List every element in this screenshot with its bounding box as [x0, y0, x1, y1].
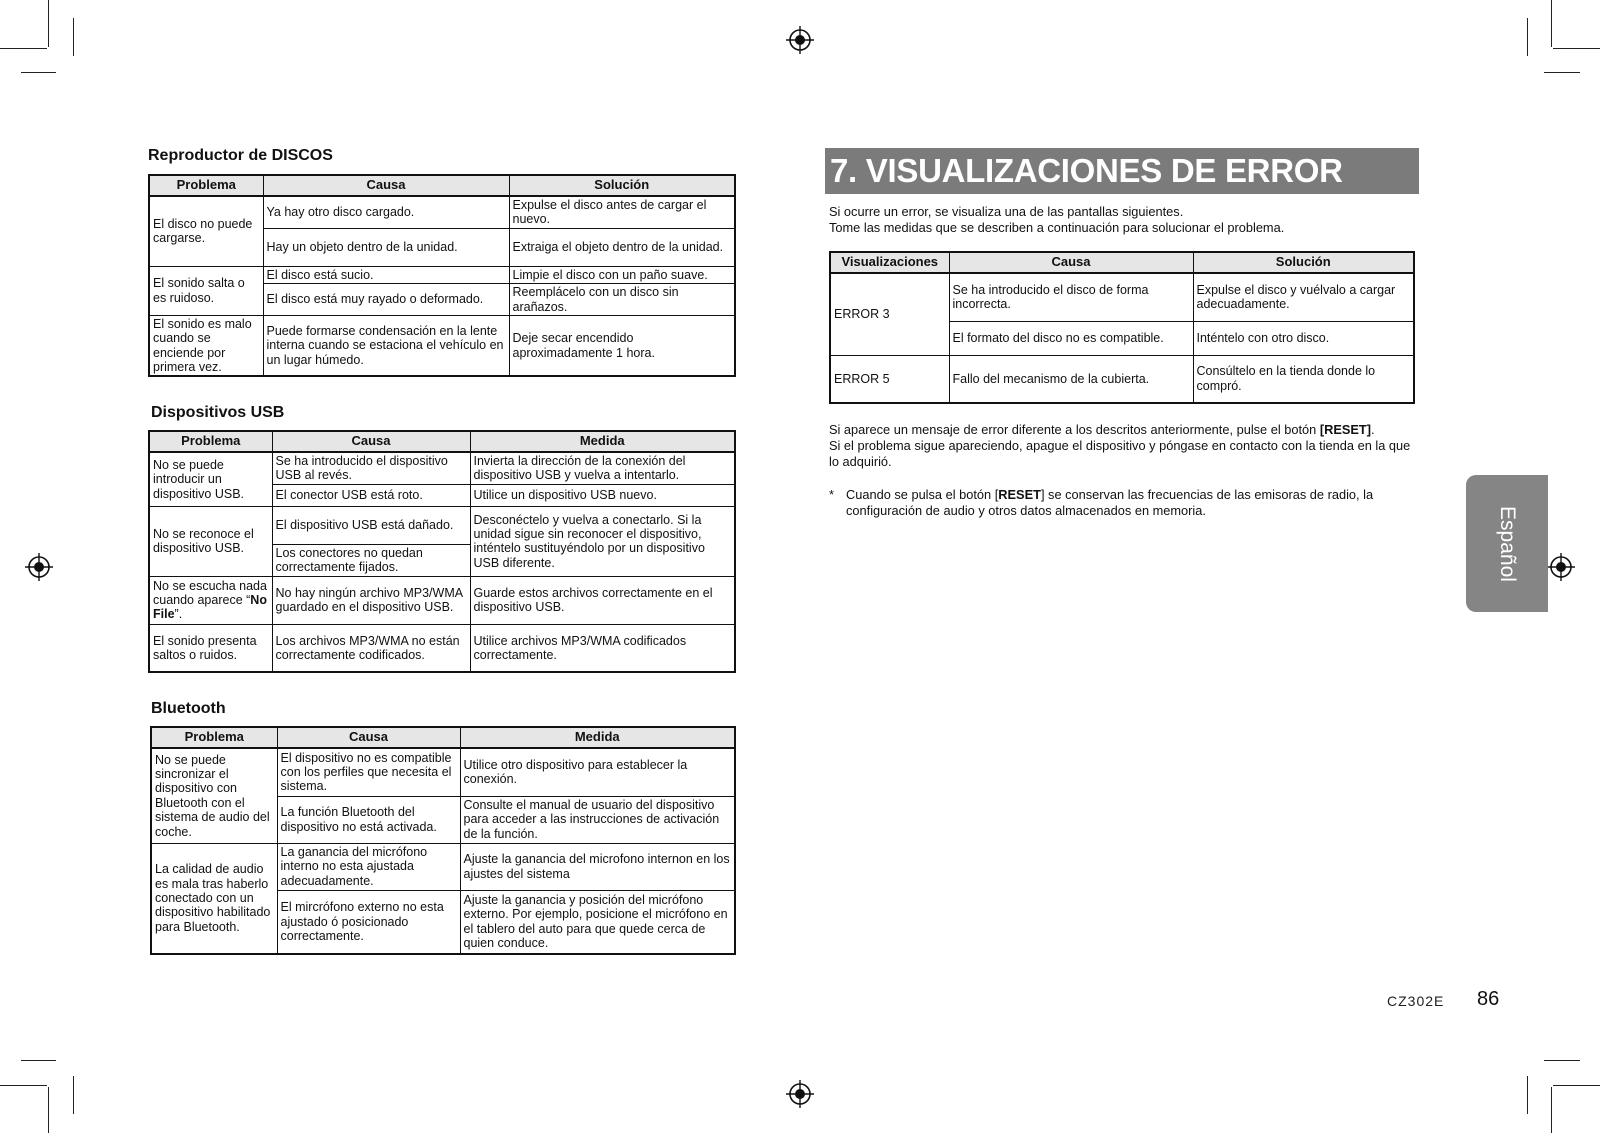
column-header: Medida: [470, 431, 735, 452]
reset-text: Si aparece un mensaje de error diferente a los descritos anteriormente, pulse el botón: [829, 422, 1320, 437]
crop-mark: [1544, 72, 1580, 73]
cause-cell: El dispositivo no es compatible con los perfiles que necesita el sistema.: [277, 748, 460, 796]
error-code-cell: ERROR 3: [830, 273, 949, 355]
column-header: Causa: [263, 175, 509, 196]
note-text: [846, 487, 1401, 519]
cause-cell: El disco está sucio.: [263, 266, 509, 283]
cause-cell: La función Bluetooth del dispositivo no está activada.: [277, 796, 460, 843]
cause-cell: El disco está muy rayado o deformado.: [263, 284, 509, 316]
problem-cell: [149, 576, 272, 624]
column-header: Causa: [949, 252, 1193, 273]
note-text-part: ] se conservan las frecuencias de las emisoras de radio, la configuración de audio y otros datos almacenados en memoria.: [846, 487, 1374, 518]
problem-text: ”.: [174, 607, 183, 622]
cause-cell: Se ha introducido el disco de forma incorrecta.: [949, 273, 1193, 321]
cause-cell: Ya hay otro disco cargado.: [263, 196, 509, 228]
cause-cell: Los archivos MP3/WMA no están correctamente codificados.: [272, 624, 470, 672]
section-title-usb: Dispositivos USB: [151, 404, 285, 421]
crop-mark: [73, 1076, 74, 1114]
problem-cell: No se puede sincronizar el dispositivo con Bluetooth con el sistema de audio del coche.: [151, 748, 277, 843]
cause-cell: Fallo del mecanismo de la cubierta.: [949, 355, 1193, 403]
solution-cell: Extraiga el objeto dentro de la unidad.: [509, 228, 735, 266]
measure-cell: Consulte el manual de usuario del dispositivo para acceder a las instrucciones de activación de la función.: [460, 796, 735, 843]
reset-label: RESET: [998, 487, 1041, 502]
no-file-label: No File: [153, 593, 267, 622]
column-header: Problema: [149, 431, 272, 452]
section-title-discos: Reproductor de DISCOS: [148, 147, 333, 164]
problem-cell: El sonido es malo cuando se enciende por primera vez.: [149, 315, 263, 376]
measure-cell: Guarde estos archivos correctamente en el dispositivo USB.: [470, 576, 735, 624]
cause-cell: No hay ningún archivo MP3/WMA guardado en el dispositivo USB.: [272, 576, 470, 624]
crop-mark: [0, 48, 47, 49]
cause-cell: El conector USB está roto.: [272, 484, 470, 506]
error-table: [829, 251, 1415, 404]
section-banner: 7. VISUALIZACIONES DE ERROR: [825, 148, 1419, 194]
crop-mark: [48, 0, 49, 47]
column-header: Problema: [149, 175, 263, 196]
solution-cell: Expulse el disco antes de cargar el nuevo.: [509, 196, 735, 228]
bluetooth-table: [150, 726, 736, 955]
cause-cell: El dispositivo USB está dañado.: [272, 506, 470, 544]
problem-cell: El sonido presenta saltos o ruidos.: [149, 624, 272, 672]
solution-cell: Expulse el disco y vuélvalo a cargar adecuadamente.: [1193, 273, 1414, 321]
crop-mark: [1527, 1076, 1528, 1114]
registration-mark-icon: [786, 1080, 814, 1108]
language-tab: [1466, 475, 1548, 612]
reset-label: [RESET]: [1319, 422, 1372, 437]
cause-cell: Puede formarse condensación en la lente interna cuando se estaciona el vehículo en un lugar húmedo.: [263, 315, 509, 376]
problem-cell: La calidad de audio es mala tras haberlo conectado con un dispositivo habilitado para Bluetooth.: [151, 843, 277, 954]
column-header: Visualizaciones: [830, 252, 949, 273]
crop-mark: [21, 72, 56, 73]
solution-cell: Limpie el disco con un paño suave.: [509, 266, 735, 283]
intro-line-1: Si ocurre un error, se visualiza una de las pantallas siguientes.: [829, 204, 1184, 219]
intro-line-2: Tome las medidas que se describen a continuación para solucionar el problema.: [829, 220, 1285, 235]
reset-note: [829, 487, 1419, 521]
cause-cell: Los conectores no quedan correctamente fijados.: [272, 544, 470, 576]
cause-cell: Se ha introducido el dispositivo USB al revés.: [272, 452, 470, 484]
measure-cell: Desconéctelo y vuelva a conectarlo. Si la unidad sigue sin reconocer el dispositivo, inténtelo sustituyéndolo por un dispositivo USB diferente.: [470, 506, 735, 576]
solution-cell: Deje secar encendido aproximadamente 1 hora.: [509, 315, 735, 376]
reset-instruction: [829, 422, 1419, 438]
measure-cell: Utilice otro dispositivo para establecer la conexión.: [460, 748, 735, 796]
section-title-bluetooth: Bluetooth: [151, 700, 226, 717]
note-text-part: Cuando se pulsa el botón [: [846, 487, 999, 502]
measure-cell: Invierta la dirección de la conexión del dispositivo USB y vuelva a intentarlo.: [470, 452, 735, 484]
model-label: CZ302E: [1387, 993, 1445, 1009]
crop-mark: [1544, 1060, 1580, 1061]
measure-cell: Utilice archivos MP3/WMA codificados correctamente.: [470, 624, 735, 672]
crop-mark: [1551, 0, 1552, 47]
language-tab-label: Español: [1496, 505, 1519, 582]
registration-mark-icon: [786, 26, 814, 54]
solution-cell: Reemplácelo con un disco sin arañazos.: [509, 284, 735, 316]
column-header: Solución: [509, 175, 735, 196]
note-asterisk: *: [829, 487, 834, 502]
cause-cell: Hay un objeto dentro de la unidad.: [263, 228, 509, 266]
solution-cell: Consúltelo en la tienda donde lo compró.: [1193, 355, 1414, 403]
problem-cell: No se puede introducir un dispositivo USB.: [149, 452, 272, 506]
measure-cell: Utilice un dispositivo USB nuevo.: [470, 484, 735, 506]
column-header: Problema: [151, 727, 277, 748]
discos-table: [148, 174, 736, 377]
crop-mark: [1551, 1087, 1552, 1133]
registration-mark-icon: [25, 553, 53, 581]
page-number: 86: [1477, 988, 1500, 1010]
column-header: Causa: [272, 431, 470, 452]
crop-mark: [48, 1087, 49, 1133]
contact-instruction: Si el problema sigue apareciendo, apague el dispositivo y póngase en contacto con la tienda en la que lo adquirió.: [829, 438, 1411, 469]
error-code-cell: ERROR 5: [830, 355, 949, 403]
crop-mark: [1553, 48, 1600, 49]
problem-cell: El sonido salta o es ruidoso.: [149, 266, 263, 315]
cause-cell: La ganancia del micrófono interno no esta ajustada adecuadamente.: [277, 843, 460, 890]
column-header: Causa: [277, 727, 460, 748]
problem-cell: El disco no puede cargarse.: [149, 196, 263, 266]
crop-mark: [1553, 1085, 1600, 1086]
cause-cell: El formato del disco no es compatible.: [949, 321, 1193, 355]
crop-mark: [73, 18, 74, 56]
measure-cell: Ajuste la ganancia y posición del micrófono externo. Por ejemplo, posicione el micrófono en el tablero del auto para que quede cerca de quien conduce.: [460, 890, 735, 954]
problem-text: No se escucha nada cuando aparece “: [153, 578, 267, 608]
crop-mark: [21, 1060, 56, 1061]
cause-cell: El mircrófono externo no esta ajustado ó posicionado correctamente.: [277, 890, 460, 954]
reset-text: .: [1371, 422, 1375, 437]
solution-cell: Inténtelo con otro disco.: [1193, 321, 1414, 355]
registration-mark-icon: [1547, 553, 1575, 581]
problem-cell: No se reconoce el dispositivo USB.: [149, 506, 272, 576]
measure-cell: Ajuste la ganancia del microfono internon en los ajustes del sistema: [460, 843, 735, 890]
column-header: Medida: [460, 727, 735, 748]
column-header: Solución: [1193, 252, 1414, 273]
usb-table: [148, 430, 736, 673]
crop-mark: [0, 1085, 47, 1086]
crop-mark: [1527, 18, 1528, 56]
